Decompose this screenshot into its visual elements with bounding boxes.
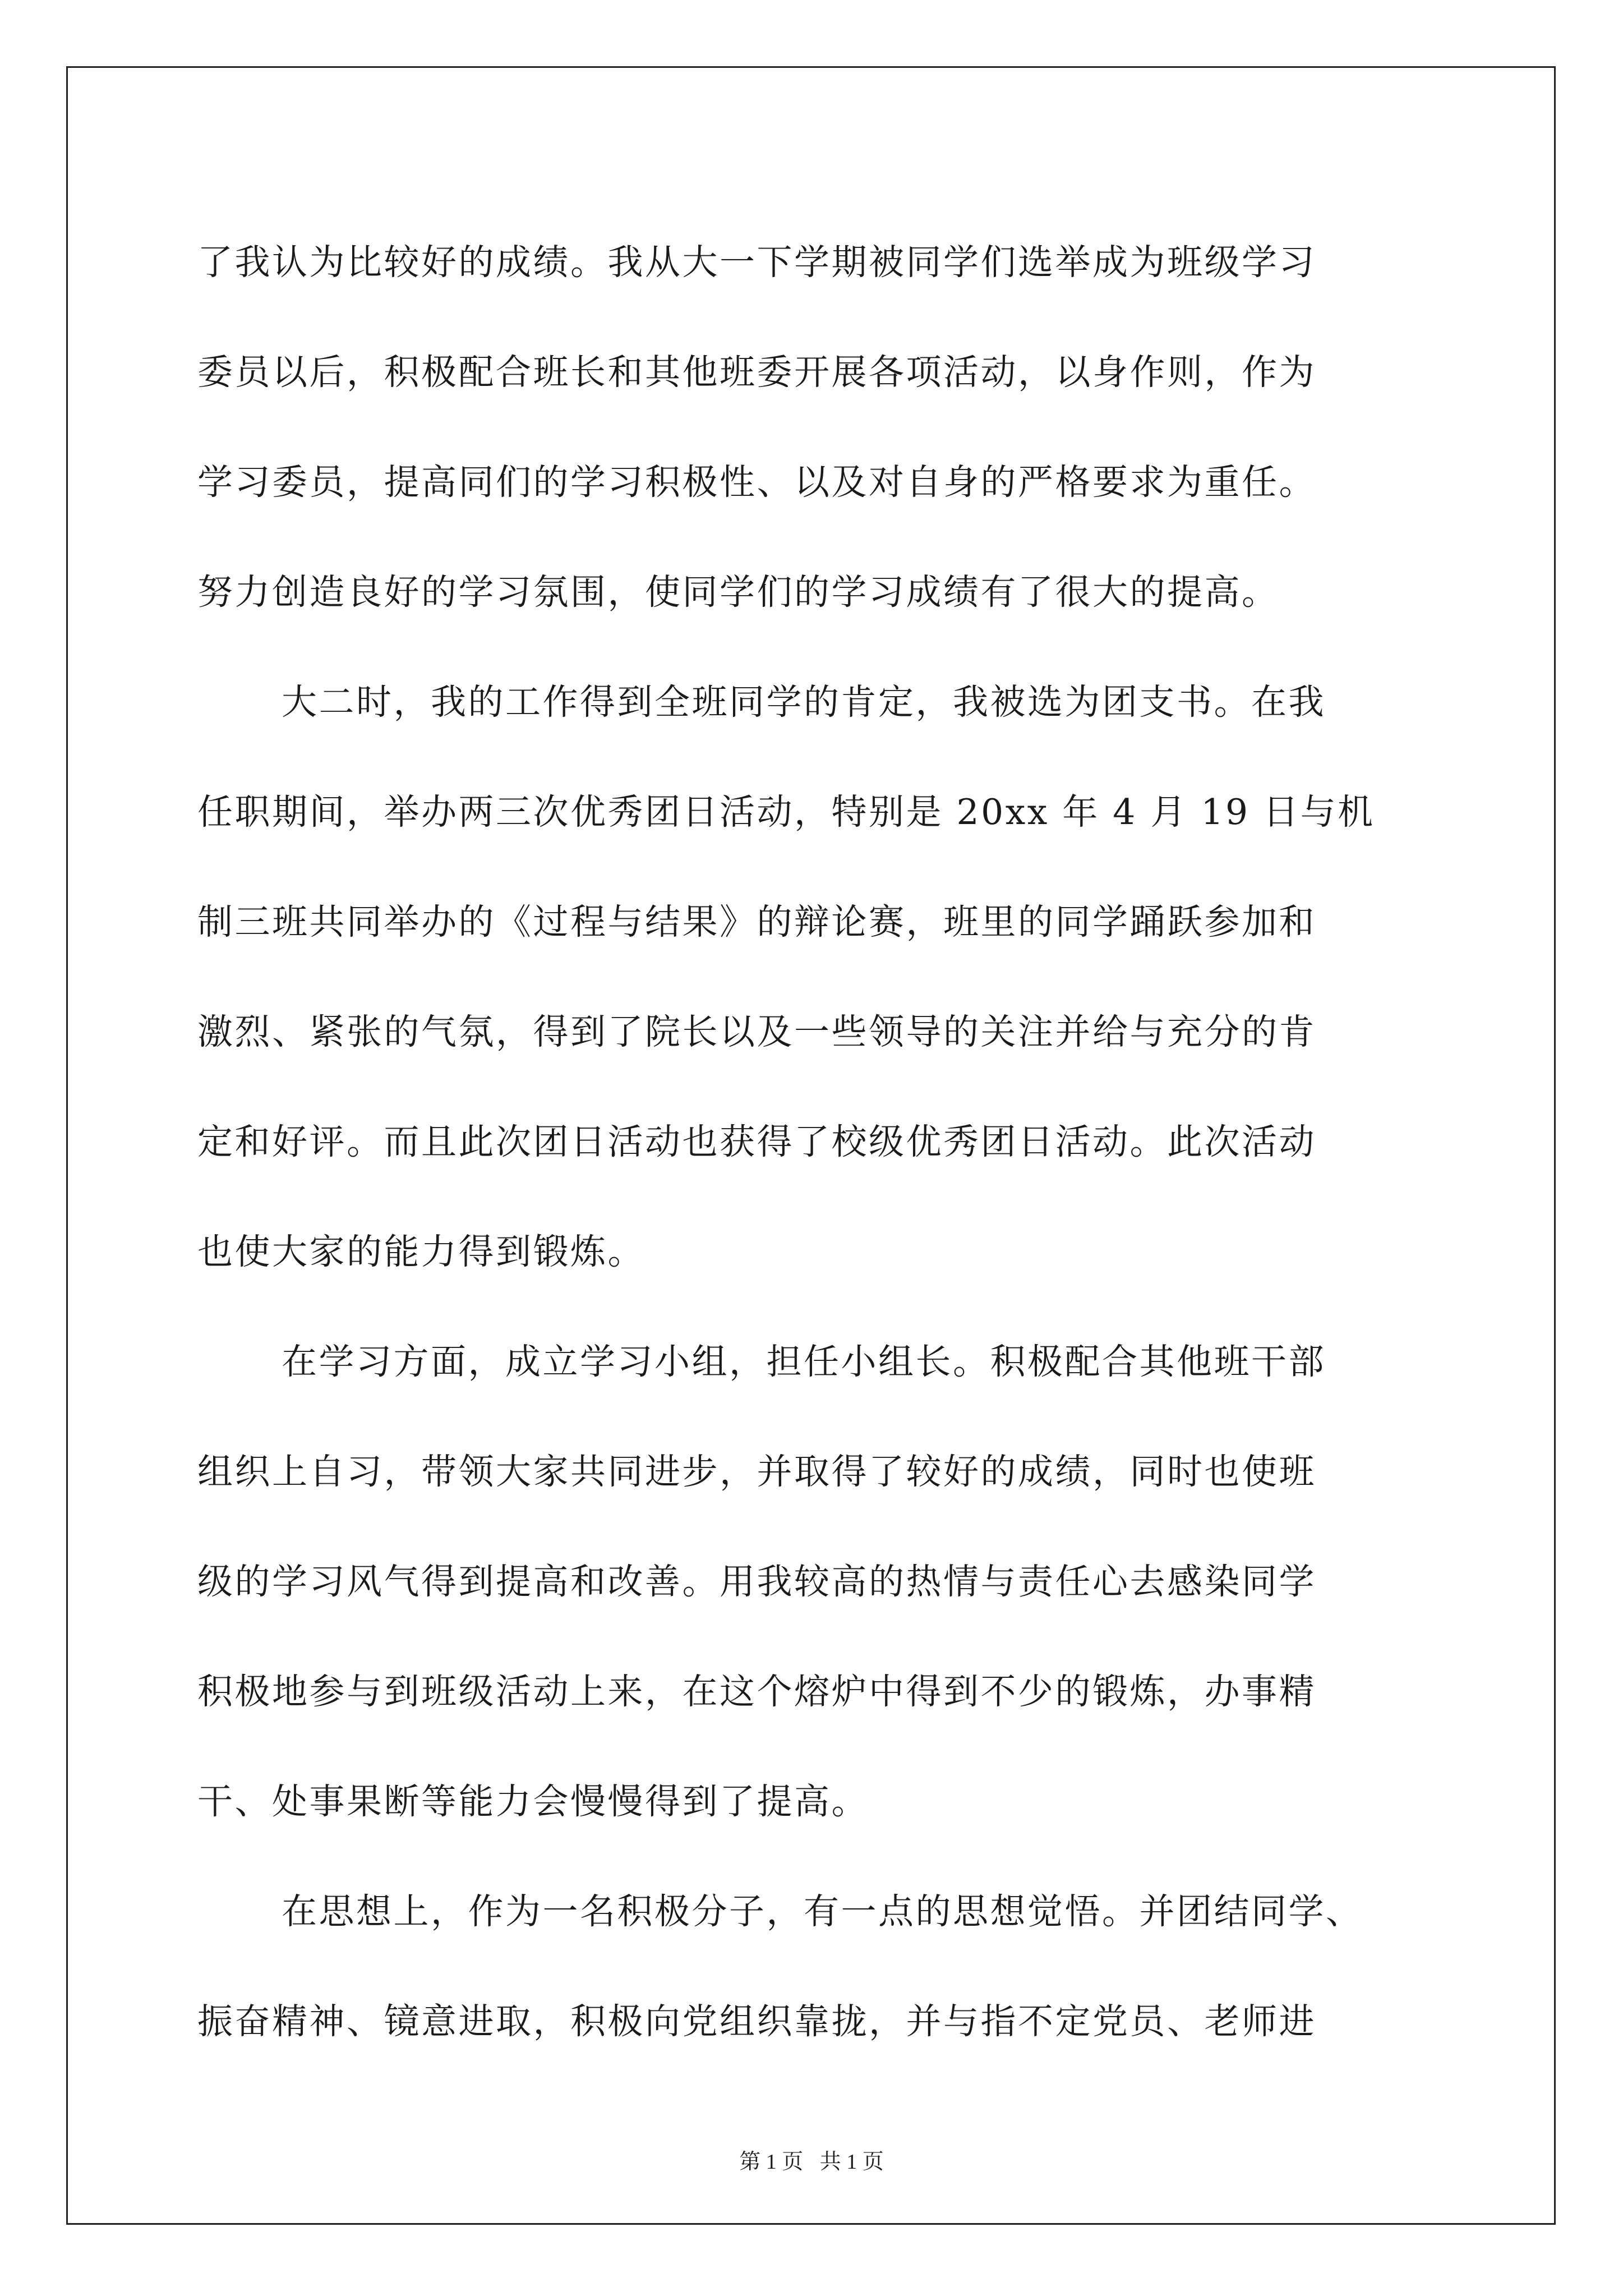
text-line: 制三班共同举办的《过程与结果》的辩论赛，班里的同学踊跃参加和 [197,901,1316,942]
text-line: 学习委员，提高同们的学习积极性、以及对自身的严格要求为重任。 [197,462,1316,503]
paragraph-first-line: 在学习方面，成立学习小组，担任小组长。积极配合其他班干部 [282,1341,1326,1382]
page-number-total: 共 1 页 [819,2150,884,2174]
page-footer [0,2144,1623,2175]
text-line: 努力创造良好的学习氛围，使同学们的学习成绩有了很大的提高。 [197,572,1279,613]
text-line: 积极地参与到班级活动上来，在这个熔炉中得到不少的锻炼，办事精 [197,1671,1316,1712]
text-line: 也使大家的能力得到锻炼。 [197,1231,645,1272]
text-line: 干、处事果断等能力会慢慢得到了提高。 [197,1781,869,1822]
text-line: 委员以后，积极配合班长和其他班委开展各项活动，以身作则，作为 [197,352,1316,393]
document-body [197,208,1426,2077]
text-line: 组织上自习，带领大家共同进步，并取得了较好的成绩，同时也使班 [197,1451,1316,1492]
text-line: 振奋精神、镜意进取，积极向党组织靠拢，并与指不定党员、老师进 [197,2001,1316,2042]
text-line: 级的学习风气得到提高和改善。用我较高的热情与责任心去感染同学 [197,1561,1316,1602]
text-line: 了我认为比较好的成绩。我从大一下学期被同学们选举成为班级学习 [197,242,1316,283]
text-line: 激烈、紧张的气氛，得到了院长以及一些领导的关注并给与充分的肯 [197,1011,1316,1052]
text-line: 定和好评。而且此次团日活动也获得了校级优秀团日活动。此次活动 [197,1121,1316,1162]
paragraph-first-line: 在思想上，作为一名积极分子，有一点的思想觉悟。并团结同学、 [282,1891,1363,1932]
paragraph-first-line: 大二时，我的工作得到全班同学的肯定，我被选为团支书。在我 [282,682,1326,723]
page-number-current: 第 1 页 [739,2150,804,2174]
text-line: 任职期间，举办两三次优秀团日活动，特别是 20xx 年 4 月 19 日与机 [197,792,1375,832]
